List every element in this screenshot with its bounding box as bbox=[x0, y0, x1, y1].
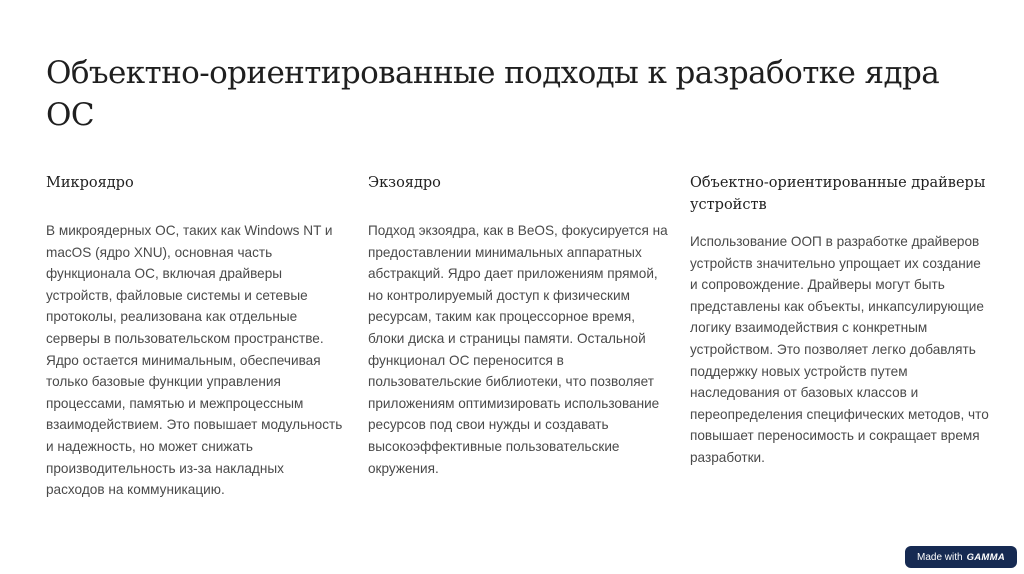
page-title: Объектно-ориентированные подходы к разработке ядра ОС bbox=[46, 55, 940, 133]
gamma-logo: GAMMA bbox=[966, 551, 1006, 563]
column-heading: Объектно-ориентированные драйверы устройств bbox=[690, 175, 986, 213]
column-oop-drivers bbox=[690, 172, 990, 469]
made-with-gamma-badge[interactable] bbox=[905, 546, 1017, 568]
column-body: Использование ООП в разработке драйверов устройств значительно упрощает их создание и сопровождение. Драйверы могут быть представлены как объекты, инкапсулирующие логику взаимодействия с конкретным устройством. Это позволяет легко добавлять поддержку новых устройств путем наследования от базовых классов и переопределения специфических методов, что повышает переносимость и сокращает время разработки. bbox=[690, 234, 989, 465]
column-body: Подход экзоядра, как в BeOS, фокусируется на предоставлении минимальных аппаратных абстракций. Ядро дает приложениям прямой, но контролируемый доступ к физическим ресурсам, таким как процессорное время, блоки диска и страницы памяти. Остальной функционал ОС переносится в пользовательские библиотеки, что позволяет приложениям оптимизировать использование ресурсов под свои нужды и создавать высокоэффективные пользовательские окружения. bbox=[368, 223, 668, 476]
column-exokernel bbox=[368, 172, 668, 479]
column-microkernel bbox=[46, 172, 346, 501]
column-heading: Микроядро bbox=[46, 175, 134, 191]
badge-prefix: Made with bbox=[916, 551, 963, 563]
column-body: В микроядерных ОС, таких как Windows NT и macOS (ядро XNU), основная часть функционала ОС, включая драйверы устройств, файловые системы и сетевые протоколы, реализована как отдельные серверы в пользовательском пространстве. Ядро остается минимальным, обеспечивая только базовые функции управления процессами, памятью и межпроцессным взаимодействием. Это повышает модульность и надежность, но может снижать производительность из-за накладных расходов на коммуникацию. bbox=[46, 223, 343, 498]
column-heading: Экзоядро bbox=[368, 175, 441, 191]
